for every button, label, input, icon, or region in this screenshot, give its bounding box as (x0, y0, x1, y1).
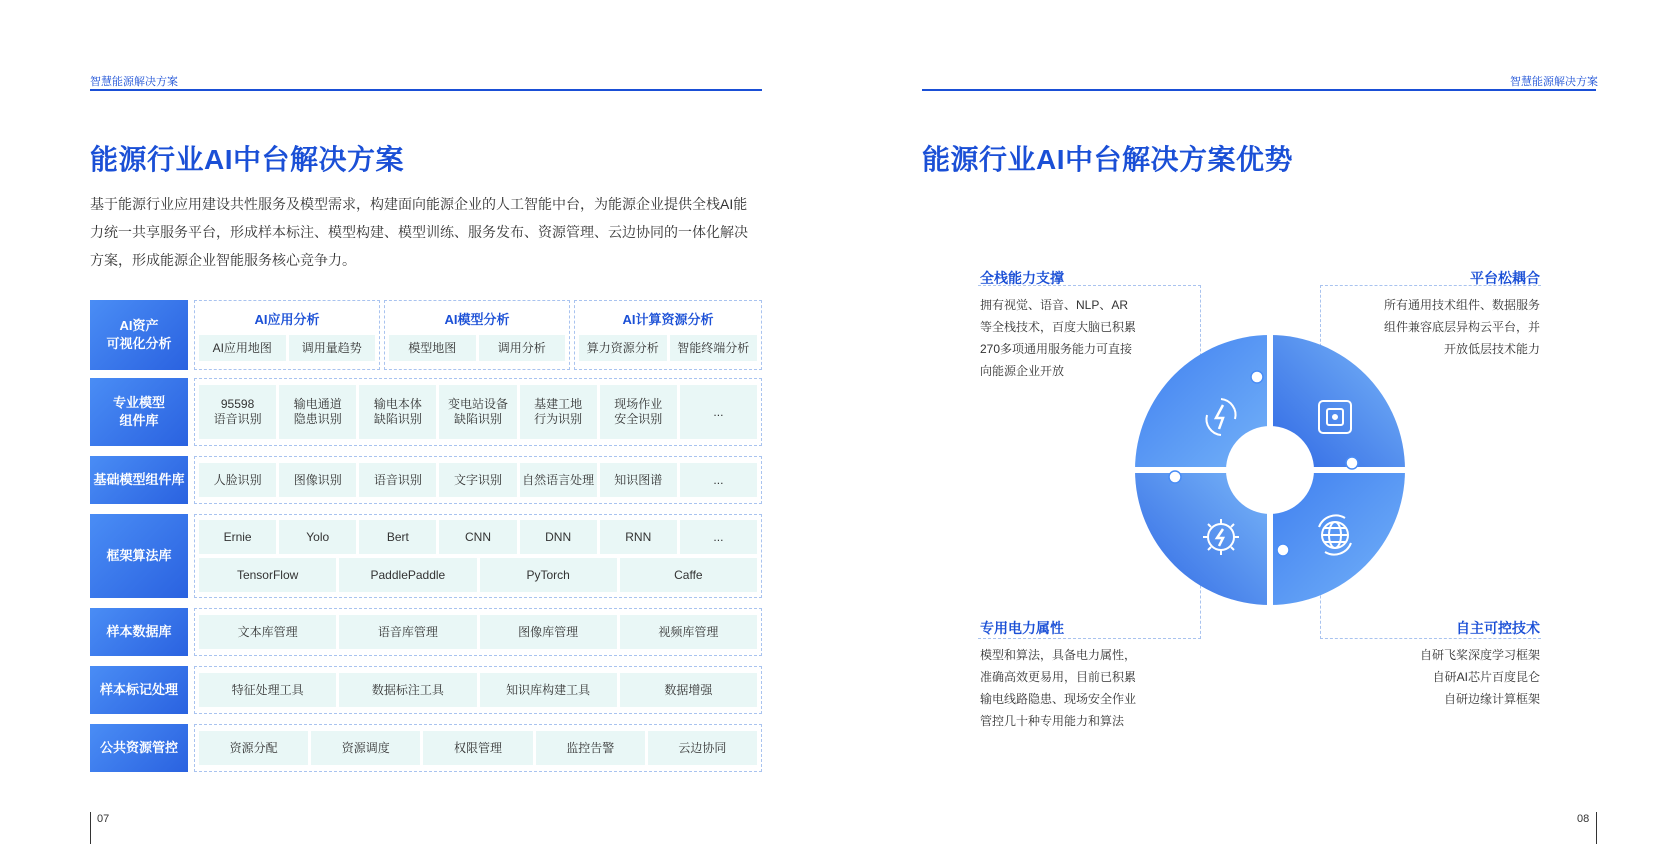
puzzle-knob (1346, 457, 1358, 469)
row-pro-models (90, 378, 762, 446)
text-line: 等全栈技术，百度大脑已积累 (980, 320, 1137, 334)
row-body (194, 724, 762, 772)
group-ai-compute-analysis (574, 300, 762, 370)
left-page-number: 07 (97, 813, 110, 825)
puzzle-knob (1169, 471, 1181, 483)
text-line: 准确高效更易用，目前已积累 (980, 670, 1137, 684)
cell: 特征处理工具 (199, 673, 336, 707)
text-line: 组件兼容底层异构云平台，并 (1383, 320, 1540, 334)
gear-bolt-icon (1203, 519, 1239, 555)
text-line: 自研飞桨深度学习框架 (1419, 648, 1540, 662)
cell: PyTorch (480, 558, 617, 592)
cell: ... (680, 463, 757, 497)
advantage-self-control (1340, 618, 1540, 710)
cell: 调用分析 (479, 335, 566, 361)
left-intro-paragraph: 基于能源行业应用建设共性服务及模型需求，构建面向能源企业的人工智能中台，为能源企业提供全栈AI能力统一共享服务平台，形成样本标注、模型构建、模型训练、服务发布、资源管理、云边协同的一体化解决方案，形成能源企业智能服务核心竞争力。 (90, 196, 748, 268)
cell: 权限管理 (423, 731, 532, 765)
text-line: 输电线路隐患、现场安全作业 (980, 692, 1137, 706)
row-label-sample-label: 样本标记处理 (90, 666, 188, 714)
cell: 文字识别 (439, 463, 516, 497)
text-line: 开放低层技术能力 (1443, 342, 1540, 356)
left-page-title: 能源行业AI中台解决方案 (90, 144, 405, 175)
cell: 95598 语音识别 (199, 385, 276, 439)
cell: Yolo (279, 520, 356, 554)
row-base-models (90, 456, 762, 504)
row-ai-assets (90, 300, 762, 370)
cell: Caffe (620, 558, 757, 592)
cell: 知识图谱 (600, 463, 677, 497)
cell: 图像库管理 (480, 615, 617, 649)
cell: 语音库管理 (339, 615, 476, 649)
cell: 资源调度 (311, 731, 420, 765)
cell: 输电本体 缺陷识别 (359, 385, 436, 439)
row-label-ai-assets: AI资产 可视化分析 (90, 300, 188, 370)
cell: 知识库构建工具 (480, 673, 617, 707)
row-body (194, 608, 762, 656)
ring-quadrant-top-left (1135, 335, 1270, 470)
row-label-sample-db: 样本数据库 (90, 608, 188, 656)
row-frameworks (90, 514, 762, 598)
cell: 监控告警 (536, 731, 645, 765)
cell: 智能终端分析 (670, 335, 758, 361)
ring-quadrant-top-right (1270, 335, 1405, 470)
row-label-base-models: 基础模型组件库 (90, 456, 188, 504)
cell: Ernie (199, 520, 276, 554)
cell: 现场作业 安全识别 (600, 385, 677, 439)
group-title: AI计算资源分析 (622, 312, 714, 327)
left-header-rule (90, 89, 762, 91)
cell: 模型地图 (389, 335, 476, 361)
cell: ... (680, 520, 757, 554)
row-body (194, 666, 762, 714)
text-line: 拥有视觉、语音、NLP、AR (980, 298, 1129, 312)
right-header: 智慧能源解决方案 (1510, 76, 1598, 88)
cell: 输电通道 隐患识别 (279, 385, 356, 439)
row-body (194, 456, 762, 504)
text-line: 270多项通用服务能力可直接 (980, 342, 1133, 356)
cell: 变电站设备 缺陷识别 (439, 385, 516, 439)
left-page-bar (90, 812, 91, 844)
advantage-text (1340, 644, 1540, 710)
cell: AI应用地图 (199, 335, 286, 361)
advantage-title: 全栈能力支撑 (980, 270, 1064, 286)
cell: TensorFlow (199, 558, 336, 592)
right-header-rule (922, 89, 1596, 91)
advantage-power-attr (980, 618, 1180, 732)
cell: PaddlePaddle (339, 558, 476, 592)
text-line: 管控几十种专用能力和算法 (980, 714, 1125, 728)
row-label-public-res: 公共资源管控 (90, 724, 188, 772)
text-line: 所有通用技术组件、数据服务 (1383, 298, 1540, 312)
group-ai-app-analysis (194, 300, 380, 370)
cell: 图像识别 (279, 463, 356, 497)
ring-quadrant-bottom-left (1135, 470, 1270, 605)
advantage-title: 自主可控技术 (1456, 620, 1540, 636)
cell: Bert (359, 520, 436, 554)
cell: 云边协同 (648, 731, 757, 765)
ring-quadrant-bottom-right (1270, 470, 1405, 605)
right-page-title: 能源行业AI中台解决方案优势 (922, 144, 1294, 175)
left-header: 智慧能源解决方案 (90, 76, 178, 88)
right-page-bar (1596, 812, 1597, 844)
advantage-title: 专用电力属性 (980, 620, 1064, 636)
advantage-text (980, 644, 1180, 732)
cell: 视频库管理 (620, 615, 757, 649)
cell: 文本库管理 (199, 615, 336, 649)
puzzle-knob (1251, 371, 1263, 383)
puzzle-knob (1277, 544, 1289, 556)
puzzle-ring-diagram (1125, 325, 1415, 615)
cell: 自然语言处理 (520, 463, 597, 497)
row-label-frameworks: 框架算法库 (90, 514, 188, 598)
text-line: 自研边缘计算框架 (1443, 692, 1540, 706)
text-line: 模型和算法，具备电力属性， (980, 648, 1137, 662)
row-body (194, 378, 762, 446)
cell: 算力资源分析 (579, 335, 667, 361)
text-line: 向能源企业开放 (980, 364, 1065, 378)
cell: 语音识别 (359, 463, 436, 497)
row-public-res (90, 724, 762, 772)
row-sample-db (90, 608, 762, 656)
cell: 数据标注工具 (339, 673, 476, 707)
advantage-title: 平台松耦合 (1470, 270, 1540, 286)
right-page-number: 08 (1577, 813, 1590, 825)
group-ai-model-analysis (384, 300, 570, 370)
group-title: AI应用分析 (254, 312, 320, 327)
group-title: AI模型分析 (444, 312, 510, 327)
cell: 人脸识别 (199, 463, 276, 497)
cell: ... (680, 385, 757, 439)
cell: CNN (439, 520, 516, 554)
text-line: 自研AI芯片百度昆仑 (1432, 670, 1540, 684)
row-sample-label (90, 666, 762, 714)
cell: 资源分配 (199, 731, 308, 765)
cell: 数据增强 (620, 673, 757, 707)
row-label-pro-models: 专业模型 组件库 (90, 378, 188, 446)
cell: DNN (520, 520, 597, 554)
cell: RNN (600, 520, 677, 554)
row-body (194, 514, 762, 598)
cell: 调用量趋势 (289, 335, 376, 361)
cell: 基建工地 行为识别 (520, 385, 597, 439)
